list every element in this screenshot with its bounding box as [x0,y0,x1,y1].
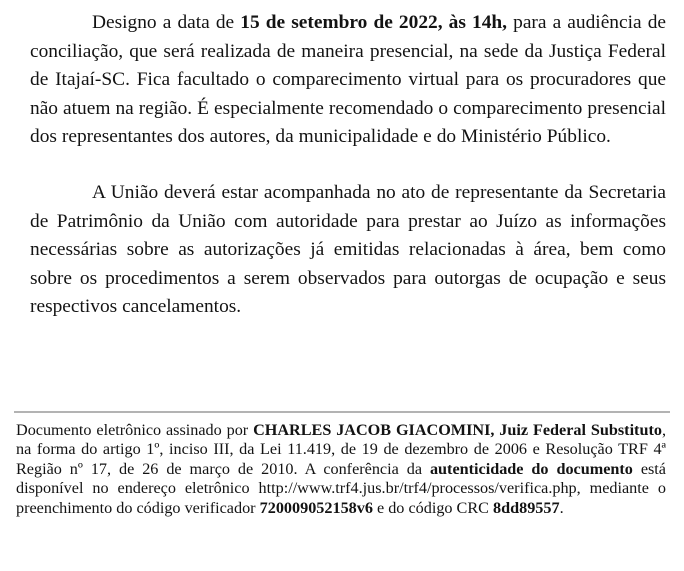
emphasis-run: 15 de setembro de 2022, às 14h, [240,12,508,33]
emphasis-run: 720009052158v6 [259,498,373,517]
emphasis-run: CHARLES JACOB GIACOMINI, Juiz Federal Substituto [253,421,662,439]
text-run: e do código CRC [372,498,493,517]
text-run: está disponível no endereço eletrônico http://www.trf4.jus.br/trf4/processos/verifica.php, mediante o preenchimento do código verificador [16,459,666,517]
text-run: para a audiência de conciliação, que será realizada de maneira presencial, na sede da Justiça Federal de Itajaí-SC. Fica facultado o comparecimento virtual para os procuradores que não atuem na região. É especialmente recomendado o comparecimento presencial dos representantes dos autores, da municipalidade e do Ministério Público. [30,12,666,148]
document-body [30,9,666,322]
text-run: A União deverá estar acompanhada no ato de representante da Secretaria de Patrimônio da União com autoridade para prestar ao Juízo as informações necessárias sobre as autorizações já emitidas relacionadas à área, bem como sobre os procedimentos a serem observados para outorgas de ocupação e seus respectivos cancelamentos. [30,181,666,318]
paragraph-hearing-scheduling [30,9,666,152]
text-run: . [559,498,564,517]
electronic-signature-text [16,421,666,518]
text-run: , na forma do artigo 1º, inciso III, da Lei 11.419, de 19 de dezembro de 2006 e Resolução TRF 4ª Região nº 17, de 26 de março de 2010. A conferência da [16,421,666,478]
signature-footer [16,421,666,518]
emphasis-run: autenticidade do documento [429,459,633,478]
text-run: Documento eletrônico assinado por [16,421,254,439]
footer-separator-line [14,411,670,413]
paragraph-union-representation [30,179,666,322]
emphasis-run: 8dd89557 [493,498,560,517]
text-run: Designo a data de [92,12,241,33]
